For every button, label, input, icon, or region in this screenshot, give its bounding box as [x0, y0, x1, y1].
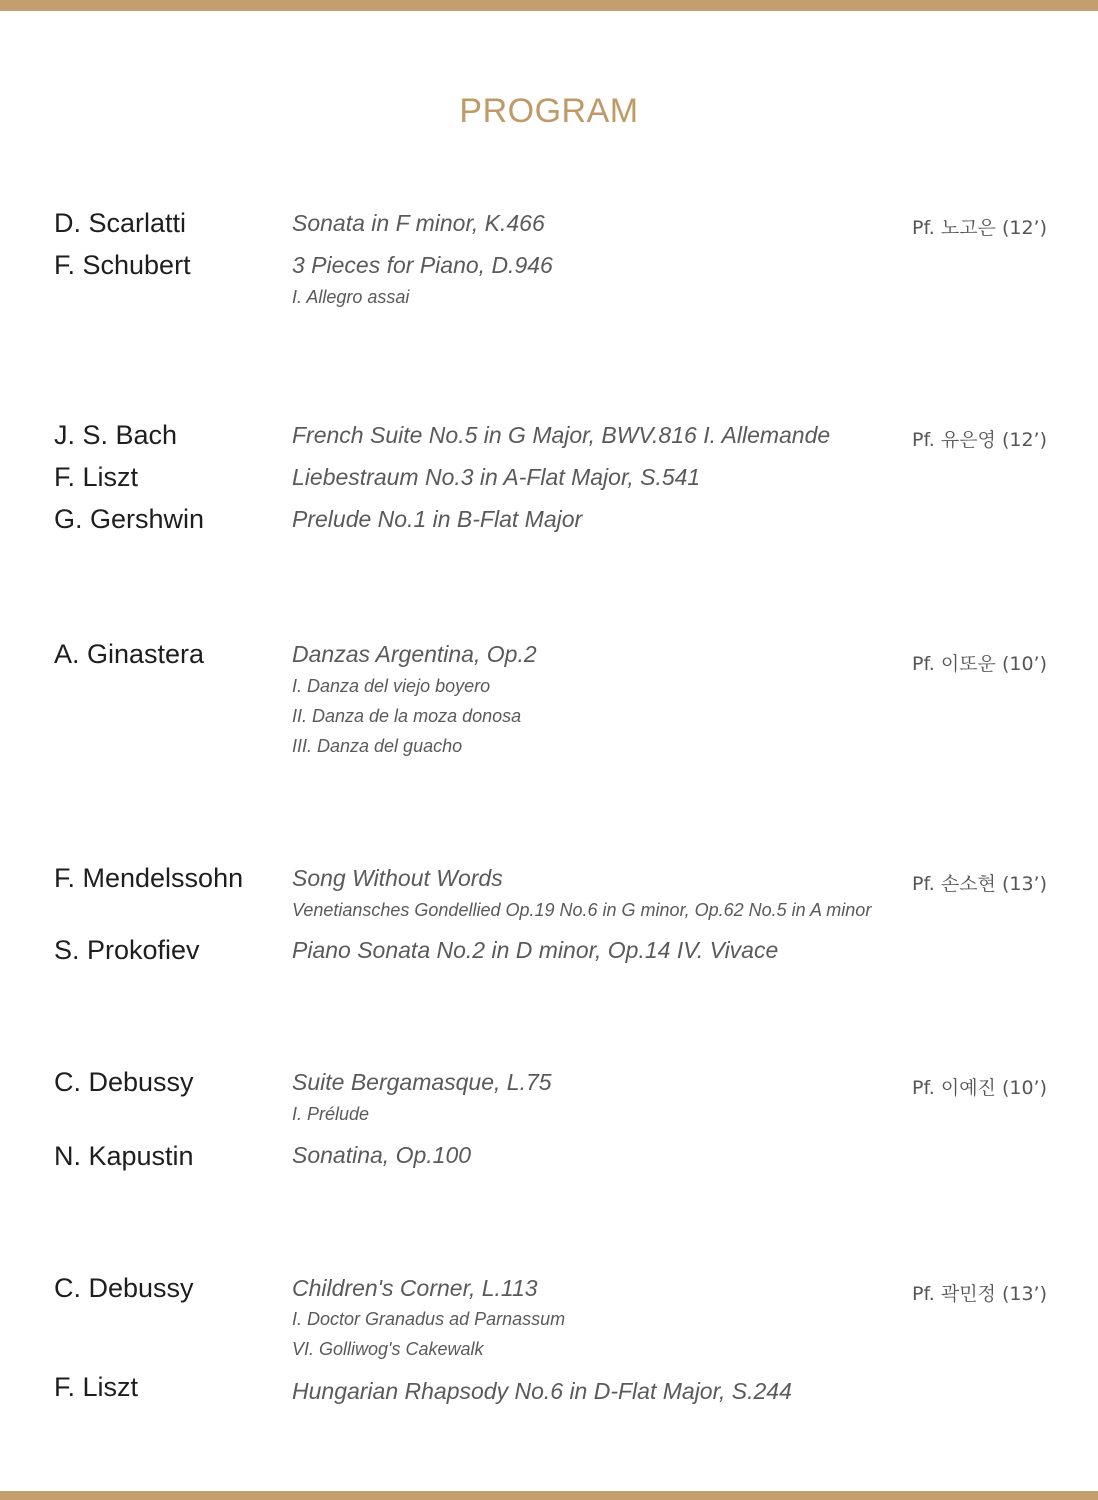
work-title: Piano Sonata No.2 in D minor, Op.14 IV. Vivace [292, 937, 779, 963]
composer-name: F. Schubert [54, 250, 191, 280]
work-title: Song Without Words [292, 865, 503, 891]
work-title: French Suite No.5 in G Major, BWV.816 I. Allemande [292, 422, 831, 448]
work-title: Liebestraum No.3 in A-Flat Major, S.541 [292, 464, 701, 490]
top-accent-bar [0, 0, 1098, 11]
performer-label: Pf. 이예진 (10’) [912, 1077, 1047, 1099]
work-title: 3 Pieces for Piano, D.946 [292, 252, 553, 278]
composer-name: N. Kapustin [54, 1141, 194, 1171]
composer-name: G. Gershwin [54, 504, 205, 534]
composer-name: A. Ginastera [54, 639, 205, 669]
work-title: Danzas Argentina, Op.2 [292, 641, 537, 667]
composer-name: F. Mendelssohn [54, 863, 244, 893]
composer-name: C. Debussy [54, 1273, 194, 1303]
composer-name: F. Liszt [54, 1372, 139, 1402]
composer-name: S. Prokofiev [54, 935, 200, 965]
work-title: Sonatina, Op.100 [292, 1142, 472, 1168]
movement-line: III. Danza del guacho [292, 736, 463, 756]
performer-label: Pf. 손소현 (13’) [912, 873, 1047, 895]
composer-name: D. Scarlatti [54, 208, 187, 238]
page-title: PROGRAM [459, 92, 639, 130]
work-title: Children's Corner, L.113 [292, 1275, 538, 1301]
work-title: Suite Bergamasque, L.75 [292, 1069, 552, 1095]
composer-name: F. Liszt [54, 462, 139, 492]
work-title: Prelude No.1 in B-Flat Major [292, 506, 583, 532]
bottom-accent-bar [0, 1491, 1098, 1500]
movement-line: I. Allegro assai [292, 287, 410, 307]
performer-label: Pf. 곽민정 (13’) [912, 1283, 1047, 1305]
work-title: Hungarian Rhapsody No.6 in D-Flat Major, S.244 [292, 1378, 792, 1404]
performer-label: Pf. 노고은 (12’) [912, 217, 1047, 239]
movement-line: I. Prélude [292, 1104, 370, 1124]
movement-line: VI. Golliwog's Cakewalk [292, 1339, 484, 1359]
movement-line: I. Danza del viejo boyero [292, 676, 491, 696]
performer-label: Pf. 이또운 (10’) [912, 653, 1047, 675]
composer-name: J. S. Bach [54, 420, 178, 450]
movement-line: II. Danza de la moza donosa [292, 706, 522, 726]
movement-line: Venetiansches Gondellied Op.19 No.6 in G minor, Op.62 No.5 in A minor [292, 900, 872, 920]
composer-name: C. Debussy [54, 1067, 194, 1097]
performer-label: Pf. 유은영 (12’) [912, 429, 1047, 451]
movement-line: I. Doctor Granadus ad Parnassum [292, 1309, 566, 1329]
work-title: Sonata in F minor, K.466 [292, 210, 545, 236]
